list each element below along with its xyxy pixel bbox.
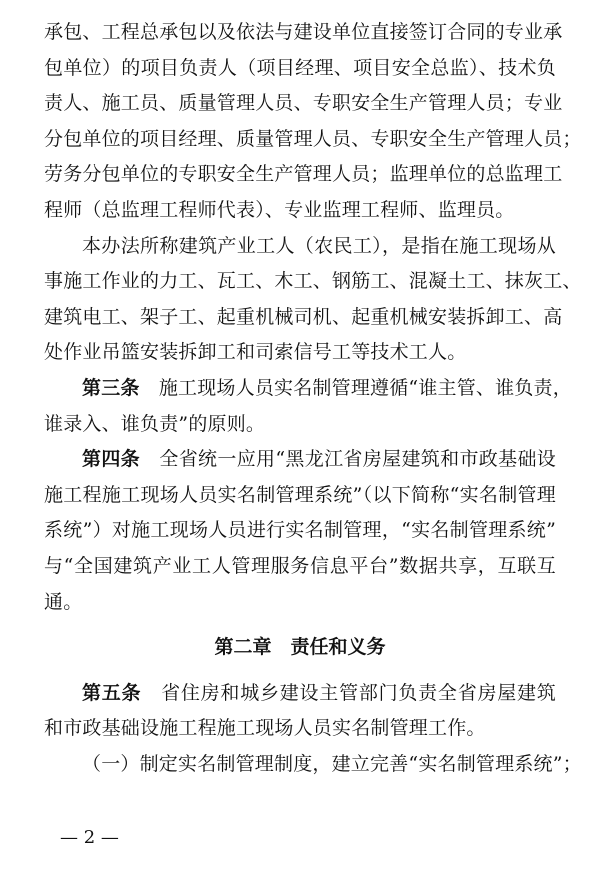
text-line: 包单位）的项目负责人（项目经理、项目安全总监）、技术负: [44, 56, 556, 79]
list-item: （一）制定实名制管理制度，建立完善“实名制管理系统”；: [82, 752, 582, 775]
text-line: 本办法所称建筑产业工人（农民工），是指在施工现场从: [82, 234, 556, 257]
text-line: [44, 371, 572, 407]
text-line: 劳务分包单位的专职安全生产管理人员；监理单位的总监理工: [44, 163, 563, 186]
article-heading: 第四条: [82, 448, 141, 471]
text-line: 和市政基础设施工程施工现场人员实名制管理工作。: [44, 717, 486, 740]
article-5: [44, 676, 582, 783]
text-line: [44, 676, 556, 712]
article-text: 省住房和城乡建设主管部门负责全省房屋建筑: [161, 681, 556, 704]
article-4: [44, 442, 556, 620]
text-line: 建筑电工、架子工、起重机械司机、起重机械安装拆卸工、高: [44, 305, 563, 328]
text-line: 处作业吊篮安装拆卸工和司索信号工等技术工人。: [44, 341, 467, 364]
text-line: 事施工作业的力工、瓦工、木工、钢筋工、混凝土工、抹灰工、: [44, 270, 582, 293]
text-line: 系统”）对施工现场人员进行实名制管理，“实名制管理系统”: [44, 519, 556, 542]
paragraph-industrial-workers: [44, 229, 582, 371]
text-line: 承包、工程总承包以及依法与建设单位直接签订合同的专业承: [44, 21, 563, 43]
text-line: 施工程施工现场人员实名制管理系统”（以下简称“实名制管理: [44, 483, 556, 506]
document-page: [44, 15, 582, 782]
text-line: 与“全国建筑产业工人管理服务信息平台”数据共享，互联互: [44, 554, 556, 577]
text-line: 分包单位的项目经理、质量管理人员、专职安全生产管理人员；: [44, 127, 582, 150]
article-heading: 第三条: [82, 376, 140, 399]
text-line: 谁录入、谁负责”的原则。: [44, 412, 266, 435]
page-number: — 2 —: [60, 827, 119, 848]
paragraph-responsible-persons: [44, 15, 582, 229]
chapter-title: 第二章 责任和义务: [214, 636, 386, 659]
article-text: 施工现场人员实名制管理遵循“谁主管、谁负责，: [158, 376, 572, 399]
text-line: 责人、施工员、质量管理人员、专职安全生产管理人员；专业: [44, 92, 563, 115]
article-3: [44, 371, 572, 442]
text-line: 通。: [44, 590, 83, 613]
article-text: 全省统一应用“黑龙江省房屋建筑和市政基础设: [159, 448, 556, 471]
article-heading: 第五条: [82, 681, 142, 704]
text-line: [44, 442, 556, 478]
text-line: 程师（总监理工程师代表）、专业监理工程师、监理员。: [44, 198, 515, 221]
